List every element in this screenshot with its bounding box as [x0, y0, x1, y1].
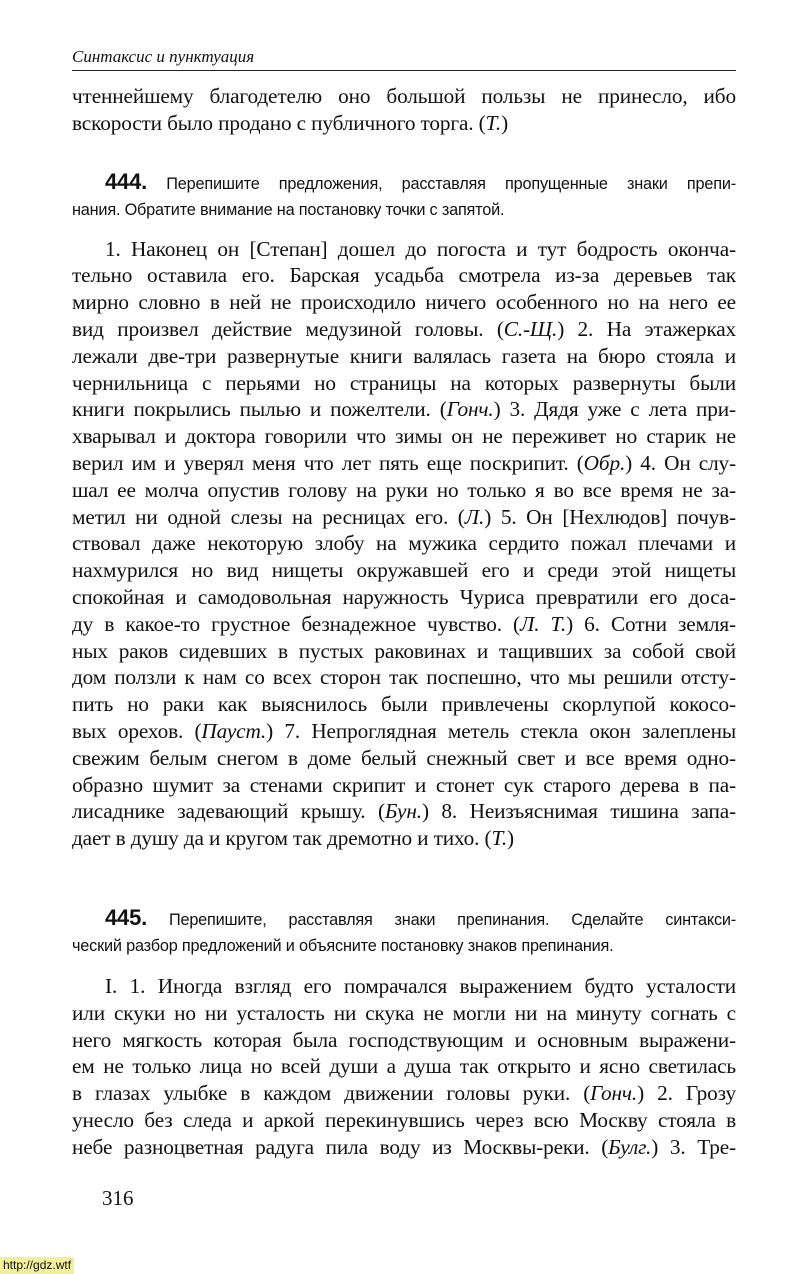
- page-number: 316: [102, 1186, 134, 1210]
- text-line: мирно словно в ней не происходило ничего особенного но на него ее: [72, 290, 736, 315]
- book-page: [72, 40, 736, 1161]
- author-abbrev: Бун.: [384, 799, 422, 824]
- instruction-text: Перепишите предложения, расставляя пропущенные знаки препи-: [166, 174, 736, 193]
- text-line: тельно оставила его. Барская усадьба смотрела из-за деревьев так: [72, 263, 736, 288]
- author-abbrev: Т.: [491, 826, 507, 851]
- text-line: лисаднике задевающий крышу. (Бун.) 8. Неизъяснимая тишина запа-: [72, 799, 736, 824]
- header-rule: [72, 70, 736, 71]
- text-line: лежали две-три развернутые книги валялась газета на бюро стояла и: [72, 343, 736, 368]
- author-abbrev: Булг.: [608, 1134, 652, 1159]
- text-line: дом ползли к нам со всех сторон так поспешно, что мы решили отсту-: [72, 665, 736, 690]
- author-abbrev: Пауст.: [201, 718, 267, 743]
- exercise-number: 444.: [105, 168, 148, 194]
- text-line: свежим белым снегом в доме белый снежный свет и все время одно-: [72, 745, 736, 770]
- author-abbrev: Гонч.: [590, 1081, 638, 1106]
- instruction-line: [72, 905, 736, 933]
- author-abbrev: Гонч.: [446, 397, 494, 422]
- text-line: небе разноцветная радуга пила воду из Москвы-реки. (Булг.) 3. Тре-: [72, 1134, 736, 1159]
- text-line: унесло без следа и аркой перекинувшись через всю Москву стояла в: [72, 1107, 736, 1132]
- text-line: ем не только лица но всей души а душа так открыто и ясно светилась: [72, 1054, 736, 1079]
- text-line: вых орехов. (Пауст.) 7. Непроглядная метель стекла окон залеплены: [72, 718, 736, 743]
- author-abbrev: С.-Щ.: [503, 316, 558, 341]
- text-line: чтеннейшему благодетелю оно большой пользы не принесло, ибо: [72, 84, 736, 108]
- text-line: шал ее молча опустив голову на руки но только я во все время не за-: [72, 477, 736, 502]
- exercise-444-instruction: [72, 169, 736, 223]
- author-abbrev: Т.: [485, 110, 502, 135]
- text-line: хварывал и доктора говорили что зимы он не переживет но старик не: [72, 424, 736, 449]
- watermark-link[interactable]: http://gdz.wtf: [0, 1257, 74, 1274]
- author-abbrev: Л. Т.: [519, 611, 567, 636]
- text-line: пить но раки как выяснилось были привлечены скорлупой кокосо-: [72, 692, 736, 717]
- instruction-line: [72, 169, 736, 197]
- text-line: спокойная и самодовольная наружность Чуриса превратили его доса-: [72, 584, 736, 609]
- exercise-445-instruction: [72, 905, 736, 959]
- exercise-444-text: [72, 236, 736, 852]
- instruction-line: нания. Обратите внимание на постановку точки с запятой.: [72, 200, 505, 219]
- running-title: Синтаксис и пунктуация: [72, 47, 255, 66]
- exercise-445-text: [72, 973, 736, 1161]
- continued-fragment: [72, 83, 736, 137]
- text-line: него мягкость которая была господствующим и основным выражени-: [72, 1027, 736, 1052]
- exercise-number: 445.: [105, 904, 148, 930]
- text-line: метил ни одной слезы на ресницах его. (Л.) 5. Он [Нехлюдов] почув-: [72, 504, 736, 529]
- text-line: образно шумит за стенами скрипит и стонет сук старого дерева в па-: [72, 772, 736, 797]
- text-line: чернильница с перьями но страницы на которых развернуты были: [72, 370, 736, 395]
- text-line: ствовал даже некоторую злобу на мужика сердито пожал плечами и: [72, 531, 736, 556]
- text-line: вскорости было продано с публичного торга. (Т.): [72, 110, 509, 135]
- text-line: верил им и уверял меня что лет пять еще поскрипит. (Обр.) 4. Он слу-: [72, 450, 736, 475]
- text-line: 1. Наконец он [Степан] дошел до погоста и тут бодрость оконча-: [105, 236, 736, 261]
- instruction-text: Перепишите, расставляя знаки препинания. Сделайте синтакси-: [168, 910, 736, 929]
- text-line: в глазах улыбке в каждом движении головы руки. (Гонч.) 2. Грозу: [72, 1081, 736, 1106]
- instruction-line: ческий разбор предложений и объясните постановку знаков препинания.: [72, 936, 614, 955]
- author-abbrev: Л.: [464, 504, 485, 529]
- text-line: ду в какое-то грустное безнадежное чувство. (Л. Т.) 6. Сотни земля-: [72, 611, 736, 636]
- text-line: или скуки но ни усталость ни скука не могли ни на минуту согнать с: [72, 1000, 736, 1025]
- text-line: I. 1. Иногда взгляд его помрачался выражением будто усталости: [105, 973, 736, 998]
- text-line: вид произвел действие медузиной головы. (С.-Щ.) 2. На этажерках: [72, 316, 736, 341]
- text-line: ных раков сидевших в пустых раковинах и тащивших за собой свой: [72, 638, 736, 663]
- text-line: книги покрылись пылью и пожелтели. (Гонч.) 3. Дядя уже с лета при-: [72, 397, 736, 422]
- author-abbrev: Обр.: [583, 450, 626, 475]
- text-line: дает в душу да и кругом так дремотно и тихо. (Т.): [72, 826, 514, 851]
- text-line: нахмурился но вид нищеты окружавшей его и среди этой нищеты: [72, 558, 736, 583]
